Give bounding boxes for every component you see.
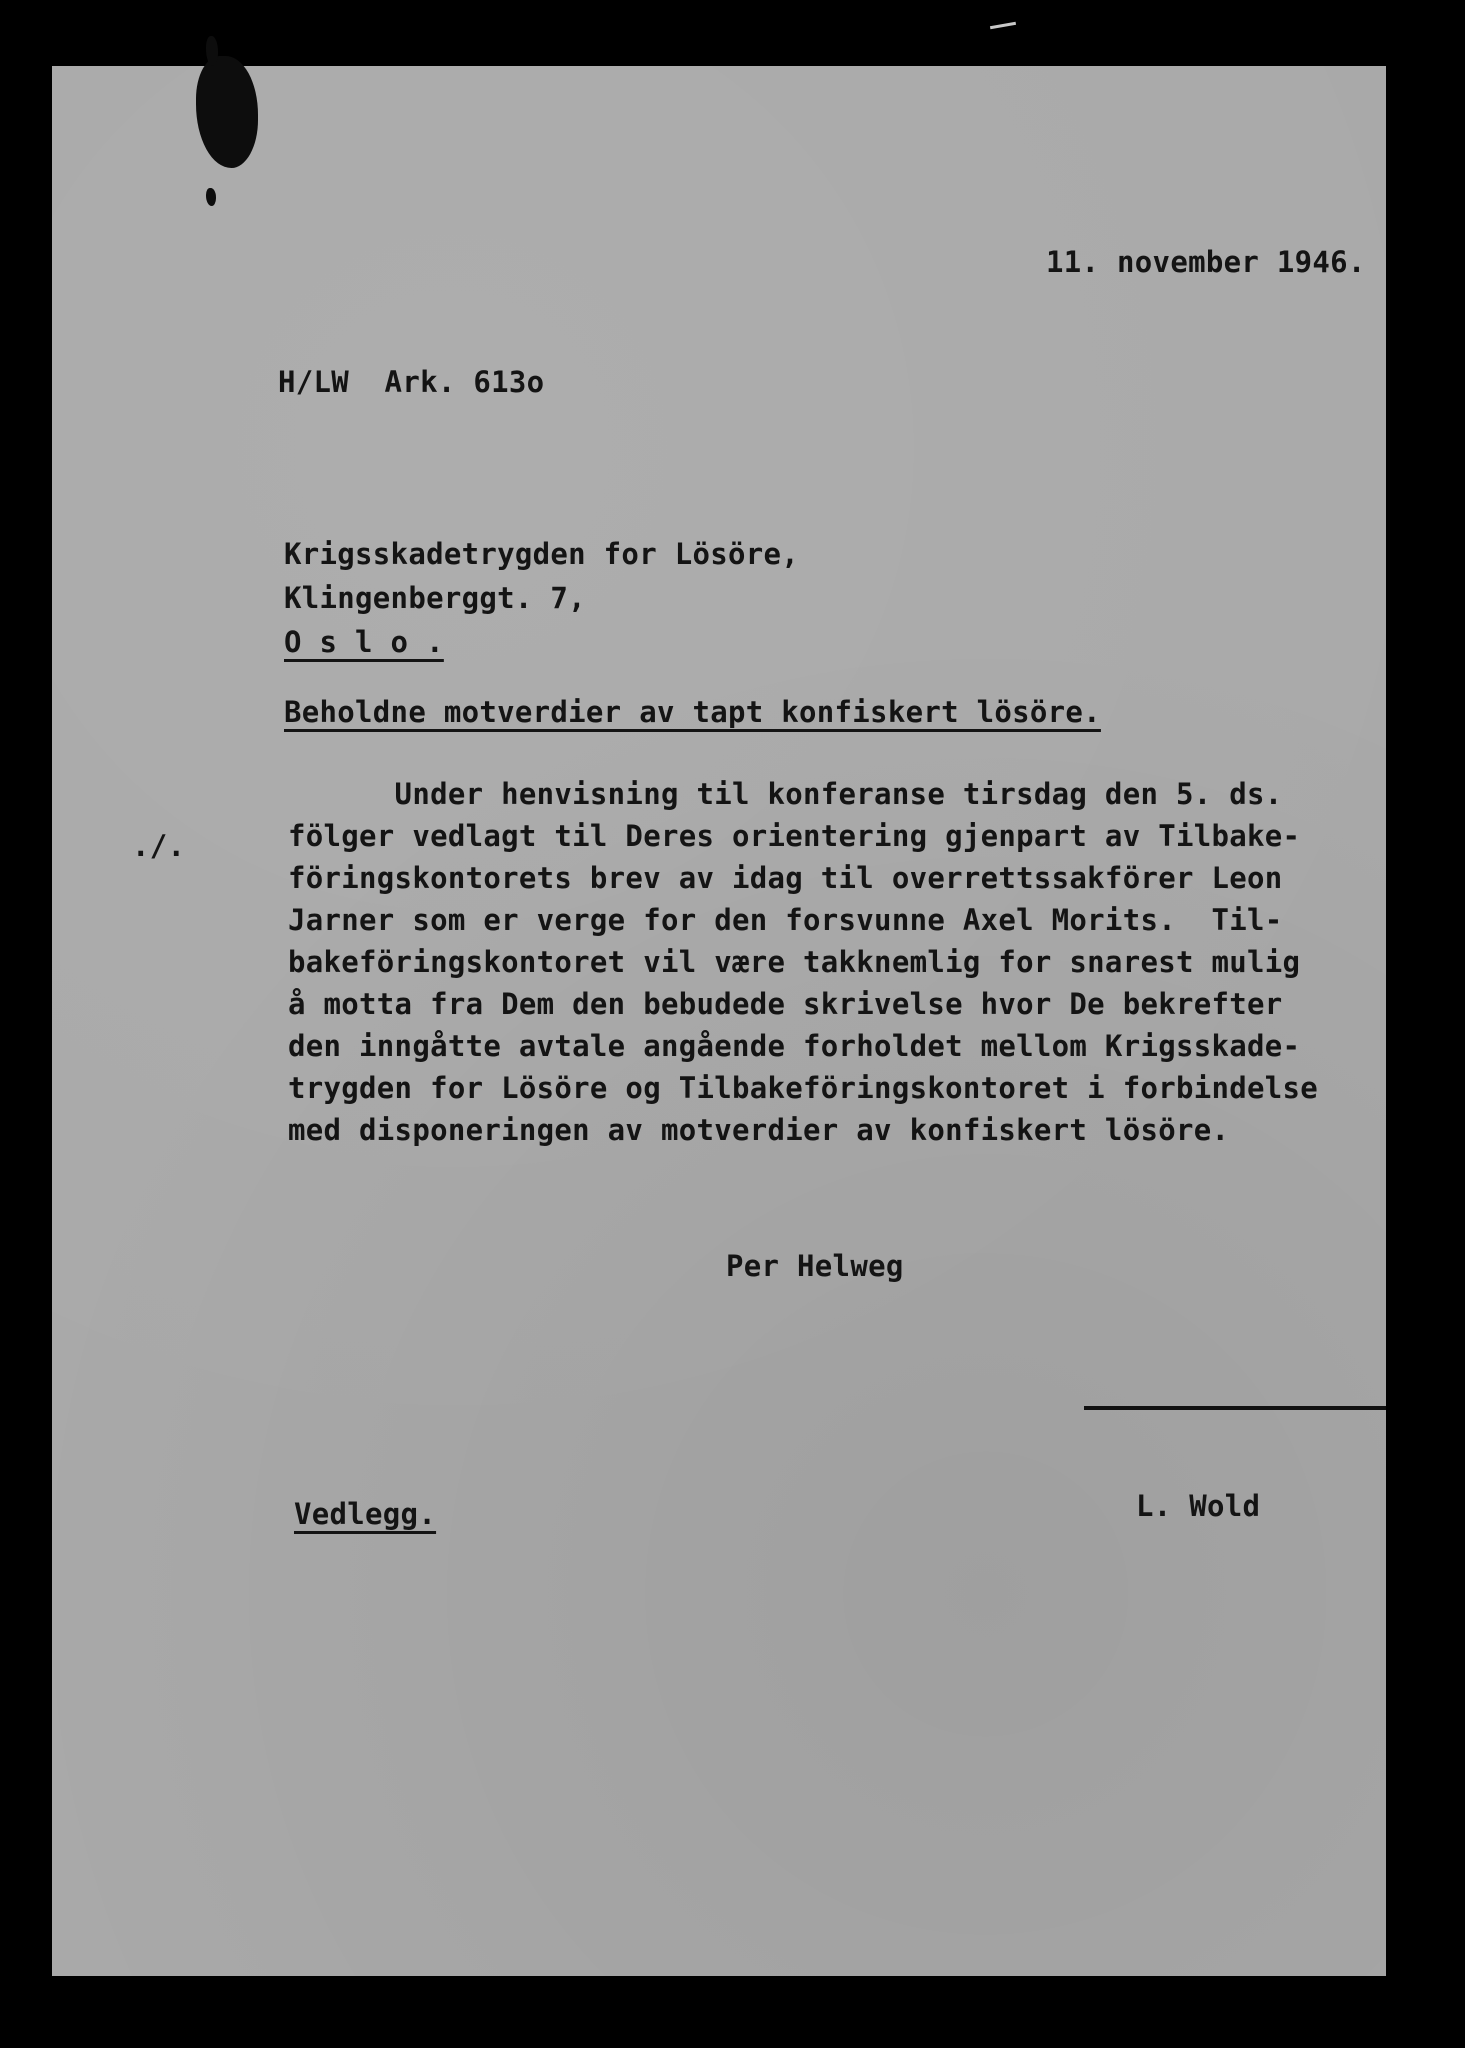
ink-speck (206, 188, 216, 206)
body-line: Jarner som er verge for den forsvunne Axel Morits. Til- (288, 903, 1283, 937)
recipient-name: Krigsskadetrygden for Lösöre, (284, 537, 800, 571)
body-line: fölger vedlagt til Deres orientering gjenpart av Tilbake- (288, 819, 1301, 853)
body-line: bakeföringskontoret vil være takknemlig for snarest mulig (288, 945, 1301, 979)
body-line: å motta fra Dem den bebudede skrivelse hvor De bekrefter (288, 987, 1283, 1021)
body-line: med disponeringen av motverdier av konfiskert lösöre. (288, 1113, 1230, 1147)
signature-line (1084, 1406, 1386, 1410)
recipient-city: O s l o . (284, 625, 444, 659)
ink-blot-tail (206, 36, 218, 66)
letter-subject: Beholdne motverdier av tapt konfiskert lösöre. (284, 695, 1101, 729)
body-line: Under henvisning til konferanse tirsdag den 5. ds. (288, 777, 1283, 811)
enclosure-marker: ./. (132, 829, 186, 863)
signature-name: Per Helweg (726, 1249, 904, 1283)
body-line: trygden for Lösöre og Tilbakeföringskontoret i forbindelse (288, 1071, 1319, 1105)
enclosure-label: Vedlegg. (294, 1497, 437, 1531)
recipient-address: Klingenberggt. 7, (284, 581, 586, 615)
reference-number: H/LW Ark. 613o (278, 365, 545, 399)
letter-body (288, 777, 1319, 1147)
letter-date: 11. november 1946. (1046, 245, 1366, 279)
scan-mark (990, 22, 1016, 29)
body-line: föringskontorets brev av idag til overrettssakförer Leon (288, 861, 1283, 895)
typist-initials: L. Wold (1136, 1489, 1261, 1523)
body-line: den inngåtte avtale angående forholdet mellom Krigsskade- (288, 1029, 1301, 1063)
